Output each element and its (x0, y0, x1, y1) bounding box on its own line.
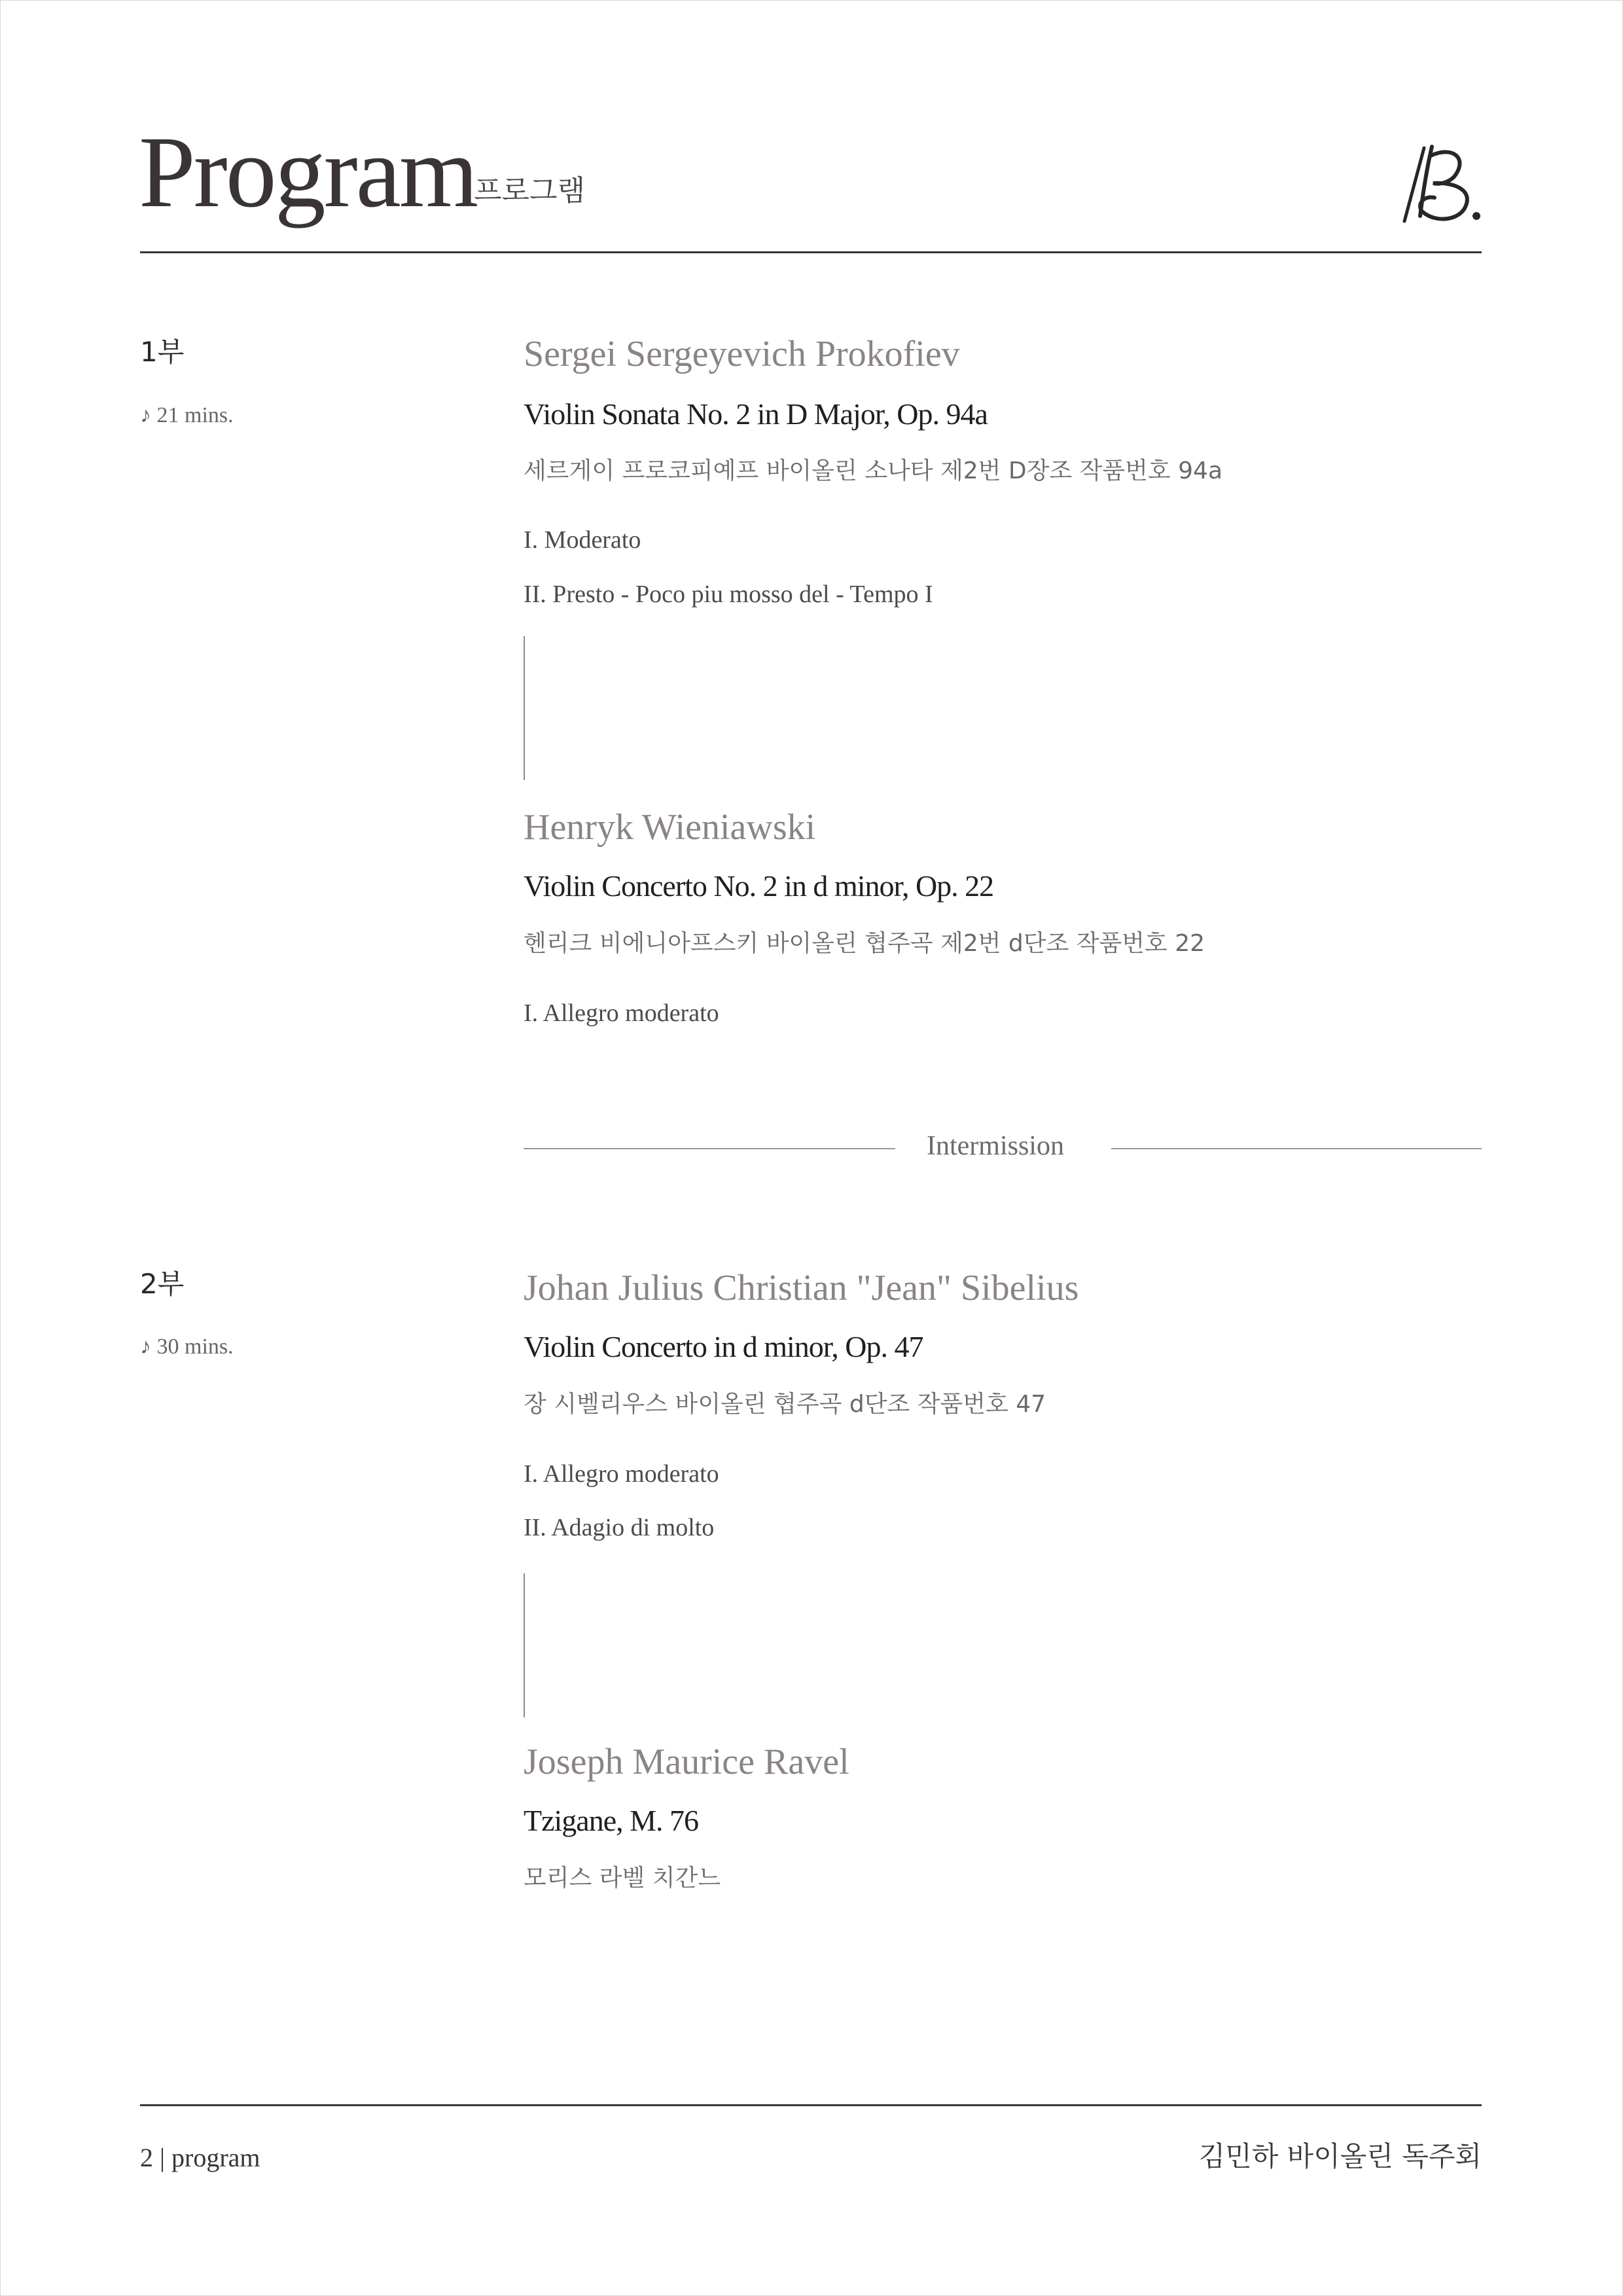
work-title: Tzigane, M. 76 (524, 1804, 699, 1837)
work-title-korean: 헨리크 비에니아프스키 바이올린 협주곡 제2번 d단조 작품번호 22 (524, 930, 1205, 957)
page-number-label: 2 | program (140, 2143, 260, 2172)
work-title: Violin Sonata No. 2 in D Major, Op. 94a (524, 397, 988, 431)
part-1-duration: ♪ 21 mins. (140, 403, 234, 427)
footer-rule (140, 2104, 1482, 2106)
composer-name: Sergei Sergeyevich Prokofiev (524, 334, 960, 374)
header-rule (140, 251, 1482, 253)
work-title-korean: 세르게이 프로코피예프 바이올린 소나타 제2번 D장조 작품번호 94a (524, 457, 1222, 484)
intermission-label: Intermission (927, 1131, 1064, 1161)
intermission-line-right (1111, 1148, 1482, 1149)
movement: II. Presto - Poco piu mosso del - Tempo I (524, 581, 933, 608)
movement: I. Allegro moderato (524, 1460, 719, 1488)
piece-separator-line (524, 1573, 525, 1717)
treble-clef-b-logo-icon (1400, 143, 1482, 228)
movement: II. Adagio di molto (524, 1514, 715, 1541)
page-title-korean: 프로그램 (474, 174, 586, 207)
composer-name: Johan Julius Christian "Jean" Sibelius (524, 1268, 1079, 1308)
page-title: Program (139, 115, 477, 228)
work-title-korean: 모리스 라벨 치간느 (524, 1865, 721, 1892)
part-2-duration: ♪ 30 mins. (140, 1335, 234, 1359)
work-title-korean: 장 시벨리우스 바이올린 협주곡 d단조 작품번호 47 (524, 1391, 1046, 1418)
intermission-line-left (524, 1148, 895, 1149)
movement: I. Moderato (524, 526, 641, 554)
part-2-label: 2부 (140, 1268, 185, 1300)
part-1-label: 1부 (140, 336, 185, 368)
work-title: Violin Concerto in d minor, Op. 47 (524, 1330, 923, 1363)
piece-separator-line (524, 636, 525, 780)
composer-name: Henryk Wieniawski (524, 807, 816, 848)
event-title: 김민하 바이올린 독주회 (1198, 2140, 1482, 2172)
work-title: Violin Concerto No. 2 in d minor, Op. 22 (524, 869, 994, 903)
composer-name: Joseph Maurice Ravel (524, 1742, 849, 1782)
movement: I. Allegro moderato (524, 999, 719, 1027)
